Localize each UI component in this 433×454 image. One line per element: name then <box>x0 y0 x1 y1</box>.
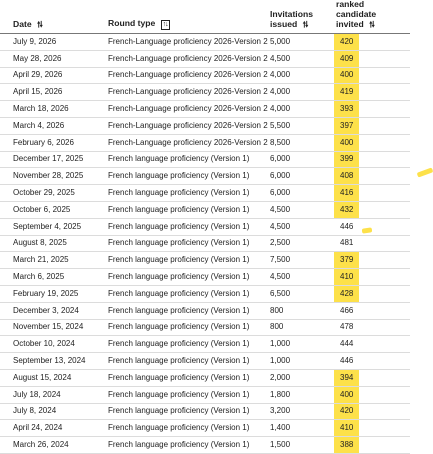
table-row <box>0 185 410 202</box>
round-type-cell: French language proficiency (Version 1) <box>95 353 257 370</box>
date-cell: October 6, 2025 <box>0 201 95 218</box>
date-cell: July 8, 2024 <box>0 403 95 420</box>
invitations-column-header[interactable] <box>257 0 320 34</box>
highlighted-crs-score: 393 <box>334 101 359 117</box>
table-row <box>0 101 410 118</box>
sort-arrows-icon[interactable]: 🠕🠗 <box>369 20 374 29</box>
date-cell: March 4, 2026 <box>0 117 95 134</box>
highlighted-crs-score: 416 <box>334 185 359 201</box>
highlighted-crs-score: 428 <box>334 286 359 302</box>
date-cell: March 6, 2025 <box>0 269 95 286</box>
table-row <box>0 67 410 84</box>
crs-cell <box>320 50 410 67</box>
highlighted-crs-score: 379 <box>334 252 359 268</box>
table-row <box>0 437 410 454</box>
crs-cell <box>320 117 410 134</box>
date-cell: October 10, 2024 <box>0 336 95 353</box>
highlighted-crs-score: 432 <box>334 202 359 218</box>
round-type-cell: French language proficiency (Version 1) <box>95 218 257 235</box>
date-cell: August 8, 2025 <box>0 235 95 252</box>
date-cell: September 4, 2025 <box>0 218 95 235</box>
crs-cell <box>320 201 410 218</box>
round-type-cell: French language proficiency (Version 1) <box>95 403 257 420</box>
highlighted-crs-score: 400 <box>334 135 359 151</box>
date-cell: April 24, 2024 <box>0 420 95 437</box>
date-cell: November 28, 2025 <box>0 168 95 185</box>
invitations-cell: 6,000 <box>257 168 320 185</box>
invitations-cell: 6,500 <box>257 285 320 302</box>
crs-cell <box>320 353 410 370</box>
round-type-cell: French language proficiency (Version 1) <box>95 369 257 386</box>
crs-cell <box>320 252 410 269</box>
invitations-cell: 6,000 <box>257 151 320 168</box>
invitations-cell: 1,500 <box>257 437 320 454</box>
date-cell: May 28, 2026 <box>0 50 95 67</box>
crs-score: 446 <box>340 221 354 231</box>
invitations-cell: 4,000 <box>257 84 320 101</box>
invitations-cell: 2,500 <box>257 235 320 252</box>
highlighted-crs-score: 419 <box>334 84 359 100</box>
table-row <box>0 151 410 168</box>
crs-cell <box>320 269 410 286</box>
date-cell: March 21, 2025 <box>0 252 95 269</box>
table-row <box>0 34 410 51</box>
crs-cell <box>320 319 410 336</box>
date-cell: February 19, 2025 <box>0 285 95 302</box>
round-type-cell: French-Language proficiency 2026-Version 2 <box>95 67 257 84</box>
table-row <box>0 84 410 101</box>
date-cell: November 15, 2024 <box>0 319 95 336</box>
date-cell: September 13, 2024 <box>0 353 95 370</box>
date-cell: December 3, 2024 <box>0 302 95 319</box>
invitations-cell: 4,000 <box>257 101 320 118</box>
table-row <box>0 235 410 252</box>
round-type-cell: French language proficiency (Version 1) <box>95 269 257 286</box>
round-type-cell: French language proficiency (Version 1) <box>95 437 257 454</box>
crs-score: 444 <box>340 339 354 349</box>
date-cell: March 26, 2024 <box>0 437 95 454</box>
crs-column-header[interactable] <box>320 0 410 34</box>
crs-cell <box>320 84 410 101</box>
invitations-cell: 7,500 <box>257 252 320 269</box>
table-header-row <box>0 0 410 34</box>
highlighted-crs-score: 409 <box>334 51 359 67</box>
table-row <box>0 252 410 269</box>
invitations-cell: 8,500 <box>257 134 320 151</box>
round-type-cell: French language proficiency (Version 1) <box>95 386 257 403</box>
crs-cell <box>320 403 410 420</box>
sort-arrows-icon[interactable]: 🠕🠗 <box>302 20 308 29</box>
highlighted-crs-score: 397 <box>334 118 359 134</box>
highlighted-crs-score: 400 <box>334 387 359 403</box>
highlighted-crs-score: 408 <box>334 168 359 184</box>
round-type-cell: French language proficiency (Version 1) <box>95 235 257 252</box>
date-cell: December 17, 2025 <box>0 151 95 168</box>
crs-score: 481 <box>340 238 354 248</box>
table-row <box>0 319 410 336</box>
highlighted-crs-score: 388 <box>334 437 359 453</box>
table-row <box>0 201 410 218</box>
round-type-cell: French-Language proficiency 2026-Version 2 <box>95 34 257 51</box>
date-header-label: Date <box>13 19 32 29</box>
invitations-cell: 800 <box>257 302 320 319</box>
crs-score: 478 <box>340 322 354 332</box>
round-type-cell: French language proficiency (Version 1) <box>95 319 257 336</box>
invitations-cell: 800 <box>257 319 320 336</box>
invitations-cell: 6,000 <box>257 185 320 202</box>
date-cell: March 18, 2026 <box>0 101 95 118</box>
table-row <box>0 117 410 134</box>
crs-cell <box>320 101 410 118</box>
highlighted-crs-score: 410 <box>334 269 359 285</box>
crs-cell <box>320 302 410 319</box>
date-cell: April 15, 2026 <box>0 84 95 101</box>
crs-cell <box>320 336 410 353</box>
table-row <box>0 168 410 185</box>
table-row <box>0 269 410 286</box>
invitations-header-label: Invitations issued <box>270 9 313 29</box>
sort-arrows-icon[interactable]: ↑↓ <box>162 21 168 28</box>
highlighted-crs-score: 400 <box>334 68 359 84</box>
round-type-cell: French-Language proficiency 2026-Version 2 <box>95 117 257 134</box>
crs-cell <box>320 285 410 302</box>
crs-cell <box>320 67 410 84</box>
invitations-cell: 4,500 <box>257 218 320 235</box>
crs-header-label: ranked candidate invited <box>336 0 377 29</box>
table-row <box>0 336 410 353</box>
invitations-cell: 4,500 <box>257 50 320 67</box>
round-type-cell: French language proficiency (Version 1) <box>95 420 257 437</box>
highlighted-crs-score: 399 <box>334 152 359 168</box>
crs-cell <box>320 134 410 151</box>
date-column-header[interactable] <box>0 0 95 34</box>
table-row <box>0 302 410 319</box>
crs-score: 466 <box>340 305 354 315</box>
date-cell: August 15, 2024 <box>0 369 95 386</box>
table-row <box>0 420 410 437</box>
invitations-cell: 2,000 <box>257 369 320 386</box>
invitations-cell: 1,800 <box>257 386 320 403</box>
date-cell: October 29, 2025 <box>0 185 95 202</box>
crs-cell <box>320 185 410 202</box>
crs-cell <box>320 420 410 437</box>
table-row <box>0 218 410 235</box>
table-row <box>0 369 410 386</box>
crs-cell <box>320 151 410 168</box>
crs-cell <box>320 168 410 185</box>
invitations-cell: 4,000 <box>257 67 320 84</box>
round-type-cell: French language proficiency (Version 1) <box>95 285 257 302</box>
invitations-cell: 4,500 <box>257 269 320 286</box>
table-body <box>0 34 410 454</box>
round-type-cell: French language proficiency (Version 1) <box>95 336 257 353</box>
invitations-cell: 1,000 <box>257 353 320 370</box>
date-cell: February 6, 2026 <box>0 134 95 151</box>
sort-arrows-icon[interactable]: 🠕🠗 <box>37 20 42 29</box>
round-type-cell: French-Language proficiency 2026-Version 2 <box>95 101 257 118</box>
round-type-cell: French-Language proficiency 2026-Version 2 <box>95 134 257 151</box>
round-type-cell: French-Language proficiency 2026-Version 2 <box>95 84 257 101</box>
crs-cell <box>320 369 410 386</box>
table-row <box>0 403 410 420</box>
highlighted-crs-score: 394 <box>334 370 359 386</box>
invitations-cell: 1,000 <box>257 336 320 353</box>
round-type-cell: French language proficiency (Version 1) <box>95 185 257 202</box>
invitations-cell: 5,000 <box>257 34 320 51</box>
round-type-cell: French language proficiency (Version 1) <box>95 302 257 319</box>
highlighter-stroke <box>417 167 433 177</box>
round-type-cell: French-Language proficiency 2026-Version 2 <box>95 50 257 67</box>
crs-cell <box>320 34 410 51</box>
round-type-cell: French language proficiency (Version 1) <box>95 151 257 168</box>
date-cell: April 29, 2026 <box>0 67 95 84</box>
crs-cell <box>320 386 410 403</box>
highlighted-crs-score: 410 <box>334 420 359 436</box>
invitations-cell: 1,400 <box>257 420 320 437</box>
round-type-column-header[interactable] <box>95 0 257 34</box>
table-row <box>0 50 410 67</box>
crs-score: 446 <box>340 356 354 366</box>
highlighted-crs-score: 420 <box>334 34 359 50</box>
crs-cell <box>320 437 410 454</box>
table-row <box>0 353 410 370</box>
date-cell: July 18, 2024 <box>0 386 95 403</box>
invitations-cell: 5,500 <box>257 117 320 134</box>
crs-cell <box>320 235 410 252</box>
round-type-cell: French language proficiency (Version 1) <box>95 201 257 218</box>
round-type-cell: French language proficiency (Version 1) <box>95 252 257 269</box>
invitations-cell: 3,200 <box>257 403 320 420</box>
invitations-cell: 4,500 <box>257 201 320 218</box>
date-cell: July 9, 2026 <box>0 34 95 51</box>
round-type-header-label: Round type <box>108 18 156 28</box>
table-row <box>0 134 410 151</box>
table-row <box>0 285 410 302</box>
table-row <box>0 386 410 403</box>
highlighted-crs-score: 420 <box>334 404 359 420</box>
round-type-cell: French language proficiency (Version 1) <box>95 168 257 185</box>
